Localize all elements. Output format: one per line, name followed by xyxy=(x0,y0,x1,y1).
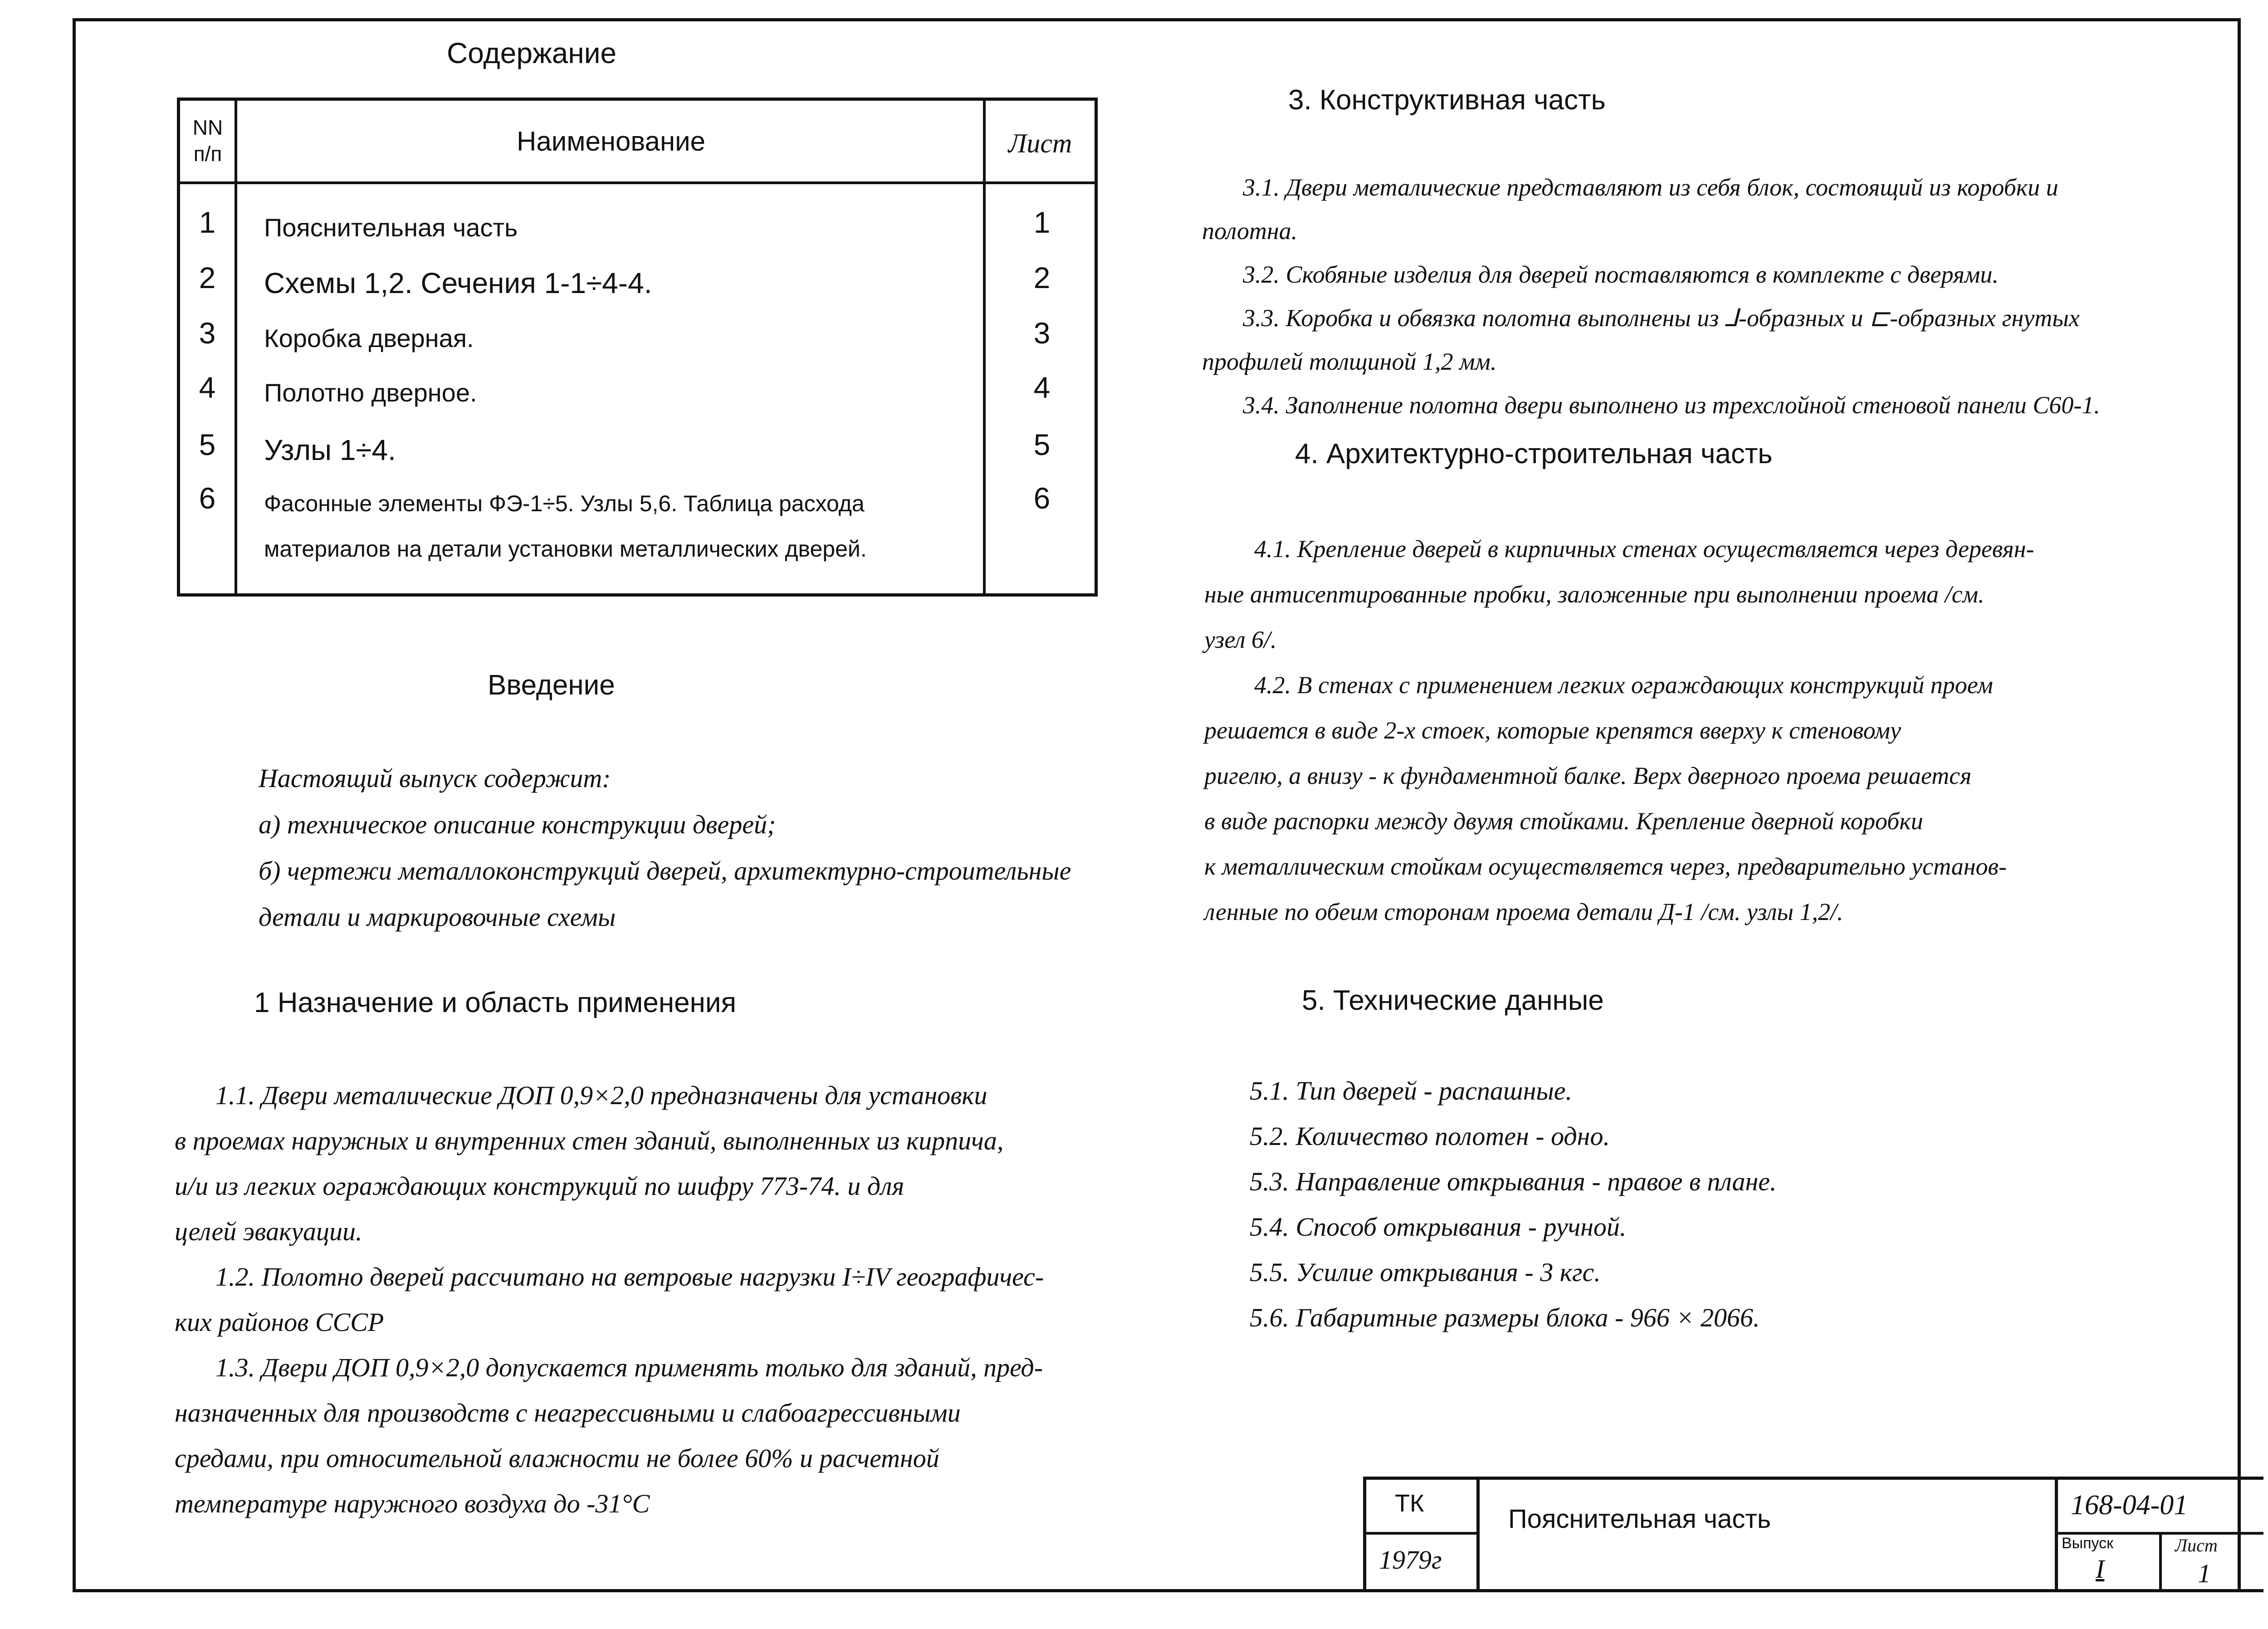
section-5-title: 5. Технические данные xyxy=(1302,985,1604,1016)
row-sheet: 1 xyxy=(1033,205,1051,239)
intro-text xyxy=(259,755,1071,940)
row-number: 1 xyxy=(199,205,216,239)
section-3-title: 3. Конструктивная часть xyxy=(1288,84,1606,116)
col-header-sheet: Лист xyxy=(1008,128,1072,158)
title-block-divider xyxy=(1363,1532,1479,1535)
section-1-text xyxy=(175,1073,1044,1526)
title-block-border xyxy=(1363,1477,2263,1480)
row-number: 4 xyxy=(199,371,216,404)
text-line: 5.2. Количество полотен - одно. xyxy=(1250,1121,1610,1151)
table-divider xyxy=(235,101,237,593)
row-number: 6 xyxy=(199,481,216,515)
text-line: полотна. xyxy=(1202,217,1298,245)
text-line: узел 6/. xyxy=(1204,626,1277,653)
text-line: 3.1. Двери металические представляют из себя блок, состоящий из коробки и xyxy=(1243,174,2058,201)
section-3-text xyxy=(1202,166,2100,427)
intro-title: Введение xyxy=(488,670,615,701)
row-number: 3 xyxy=(199,316,216,350)
title-block-sheet: 1 xyxy=(2198,1559,2211,1588)
row-name: Узлы 1÷4. xyxy=(264,434,396,466)
title-block-name: Пояснительная часть xyxy=(1508,1504,1771,1534)
text-line: 5.4. Способ открывания - ручной. xyxy=(1250,1212,1627,1242)
section-4-title: 4. Архитектурно-строительная часть xyxy=(1295,438,1773,470)
row-name: Фасонные элементы ФЭ-1÷5. Узлы 5,6. Таблица расхода материалов на детали установки металлических дверей. xyxy=(264,491,867,562)
row-sheet: 4 xyxy=(1033,371,1051,404)
text-line: решается в виде 2-х стоек, которые крепятся вверху к стеновому xyxy=(1204,717,1901,744)
row-sheet: 6 xyxy=(1033,481,1051,515)
text-line: назначенных для производств с неагрессивными и слабоагрессивными xyxy=(175,1398,961,1428)
text-line: ленные по обеим сторонам проема детали Д-1 /см. узлы 1,2/. xyxy=(1204,898,1843,925)
text-line: 1.3. Двери ДОП 0,9×2,0 допускается применять только для зданий, пред- xyxy=(215,1353,1043,1382)
title-block-year: 1979г xyxy=(1379,1545,1442,1575)
contents-table xyxy=(177,98,1098,597)
text-line: ные антисептированные пробки, заложенные при выполнении проема /см. xyxy=(1204,581,1984,608)
text-line: ких районов СССР xyxy=(175,1307,384,1337)
row-name: Схемы 1,2. Сечения 1-1÷4-4. xyxy=(264,267,652,299)
section-5-text xyxy=(1250,1068,1777,1340)
text-line: б) чертежи металлоконструкций дверей, архитектурно-строительные xyxy=(259,856,1071,885)
section-1-title: 1 Назначение и область применения xyxy=(254,987,737,1018)
text-line: 5.5. Усилие открывания - 3 кгс. xyxy=(1250,1257,1601,1287)
text-line: профилей толщиной 1,2 мм. xyxy=(1202,348,1497,375)
text-line: 3.4. Заполнение полотна двери выполнено из трехслойной стеновой панели С60-1. xyxy=(1243,391,2100,419)
text-line: и/и из легких ограждающих конструкций по шифру 773-74. и для xyxy=(175,1171,904,1201)
text-line: Настоящий выпуск содержит: xyxy=(259,763,611,793)
row-name: Коробка дверная. xyxy=(264,324,474,352)
title-block-sheet-label: Лист xyxy=(2175,1535,2218,1556)
row-sheet: 3 xyxy=(1033,316,1051,350)
frame-border-right xyxy=(2238,18,2241,1592)
title-block xyxy=(1363,1477,2263,1592)
row-sheet: 2 xyxy=(1033,261,1051,294)
text-line: в виде распорки между двумя стойками. Крепление дверной коробки xyxy=(1204,807,1923,835)
text-line: целей эвакуации. xyxy=(175,1217,362,1246)
title-block-issue-label: Выпуск xyxy=(2062,1535,2114,1552)
text-line: 3.2. Скобяные изделия для дверей поставляются в комплекте с дверями. xyxy=(1243,261,1999,288)
text-line: средами, при относительной влажности не более 60% и расчетной xyxy=(175,1443,939,1473)
row-name: Пояснительная часть xyxy=(264,213,518,242)
text-line: 5.1. Тип дверей - распашные. xyxy=(1250,1076,1573,1106)
col-header-num: NN п/п xyxy=(192,116,223,166)
text-line: детали и маркировочные схемы xyxy=(259,902,616,932)
text-line: а) техническое описание конструкции дверей; xyxy=(259,810,776,839)
title-block-divider xyxy=(2159,1532,2162,1592)
frame-border-top xyxy=(73,18,2241,21)
text-line: 4.2. В стенах с применением легких ограждающих конструкций проем xyxy=(1254,671,1993,699)
row-sheet: 5 xyxy=(1033,428,1051,461)
text-line: 4.1. Крепление дверей в кирпичных стенах осуществляется через деревян- xyxy=(1254,535,2034,563)
row-name: Полотно дверное. xyxy=(264,378,477,407)
col-header-name: Наименование xyxy=(517,126,705,157)
table-header-divider xyxy=(180,181,1095,184)
title-block-issue: I xyxy=(2096,1554,2105,1584)
text-line: 1.2. Полотно дверей рассчитано на ветровые нагрузки I÷IV географичес- xyxy=(215,1262,1044,1291)
text-line: в проемах наружных и внутренних стен зданий, выполненных из кирпича, xyxy=(175,1126,1004,1155)
text-line: 5.3. Направление открывания - правое в плане. xyxy=(1250,1167,1777,1196)
section-4-text xyxy=(1204,526,2034,934)
contents-title: Содержание xyxy=(447,37,617,69)
row-number: 2 xyxy=(199,261,216,294)
text-line: 1.1. Двери металические ДОП 0,9×2,0 предназначены для установки xyxy=(215,1081,987,1110)
title-block-org: ТК xyxy=(1395,1490,1424,1517)
row-number: 5 xyxy=(199,428,216,461)
text-line: ригелю, а внизу - к фундаментной балке. Верх дверного проема решается xyxy=(1204,762,1972,789)
text-line: температуре наружного воздуха до -31°С xyxy=(175,1489,650,1518)
text-line: к металлическим стойкам осуществляется через, предварительно установ- xyxy=(1204,853,2007,880)
text-line: 3.3. Коробка и обвязка полотна выполнены из ⅃-образных и ⊏-образных гнутых xyxy=(1243,304,2080,332)
title-block-code: 168-04-01 xyxy=(2071,1490,2188,1521)
frame-border-left xyxy=(73,18,76,1592)
text-line: 5.6. Габаритные размеры блока - 966 × 2066. xyxy=(1250,1303,1760,1332)
